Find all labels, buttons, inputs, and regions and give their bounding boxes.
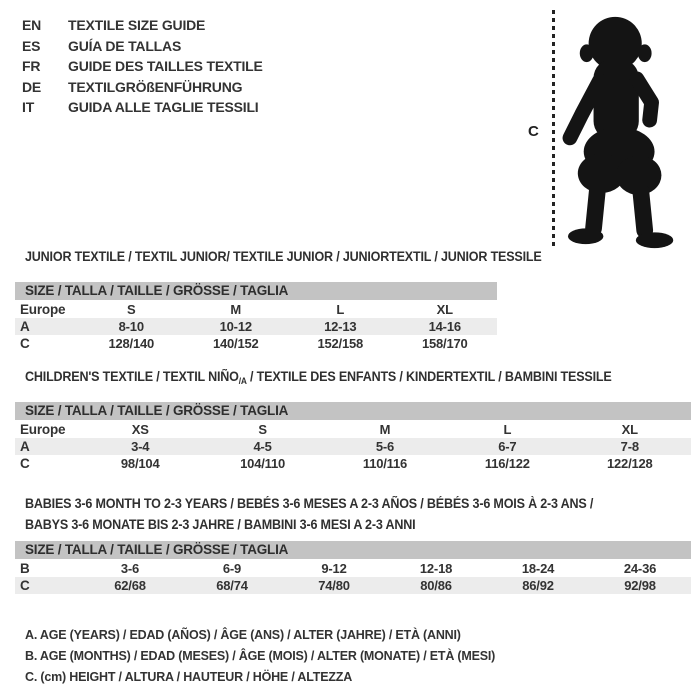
age-cell: 10-12	[219, 319, 252, 334]
table-row-months	[15, 560, 691, 577]
size-cell: XL	[621, 422, 638, 437]
babies-title-line2: BABYS 3-6 MONATE BIS 2-3 JAHRE / BAMBINI 3-6 MESI A 2-3 ANNI	[25, 517, 416, 532]
age-cell: 7-8	[620, 439, 639, 454]
row-label: C	[20, 578, 30, 593]
months-cell: 18-24	[521, 561, 555, 576]
size-cell: L	[336, 302, 345, 317]
language-row-de	[22, 77, 263, 98]
babies-title-line1: BABIES 3-6 MONTH TO 2-3 YEARS / BEBÉS 3-6 MESES A 2-3 AÑOS / BÉBÉS 3-6 MOIS À 2-3 ANS /	[25, 496, 594, 511]
size-cell: L	[503, 422, 512, 437]
height-cell: 140/152	[212, 336, 259, 351]
size-cell: M	[379, 422, 391, 437]
table-row-height	[15, 455, 691, 472]
height-cell: 62/68	[114, 578, 146, 593]
size-cell: S	[127, 302, 136, 317]
height-cell: 98/104	[120, 456, 160, 471]
size-header-bar: SIZE / TALLA / TAILLE / GRÖSSE / TAGLIA	[15, 282, 497, 300]
language-code: IT	[22, 99, 35, 116]
age-cell: 6-7	[498, 439, 517, 454]
babies-section-title	[25, 493, 593, 535]
language-label: GUÍA DE TALLAS	[68, 37, 182, 54]
row-label: A	[20, 319, 30, 334]
age-cell: 8-10	[118, 319, 144, 334]
months-cell: 3-6	[120, 561, 140, 576]
table-row-age	[15, 318, 497, 335]
babies-size-table	[15, 541, 691, 594]
height-cell: 86/92	[522, 578, 554, 593]
language-row-fr	[22, 56, 263, 77]
junior-size-table	[15, 282, 497, 352]
height-cell: 110/116	[362, 456, 408, 471]
table-row-height	[15, 577, 691, 594]
height-cell: 92/98	[624, 578, 656, 593]
size-header-bar: SIZE / TALLA / TAILLE / GRÖSSE / TAGLIA	[15, 541, 691, 559]
language-code: DE	[22, 78, 42, 95]
children-title-rest: / TEXTILE DES ENFANTS / KINDERTEXTIL / BAMBINI TESSILE	[246, 369, 612, 384]
row-label: Europe	[20, 422, 66, 437]
row-label: B	[20, 561, 30, 576]
language-code: FR	[22, 58, 41, 75]
table-row-europe	[15, 301, 497, 318]
language-list	[22, 15, 263, 118]
children-title-subscript: /A	[238, 376, 247, 386]
footnote-c: C. (cm) HEIGHT / ALTURA / HAUTEUR / HÖHE / ALTEZZA	[25, 669, 353, 684]
table-row-height	[15, 335, 497, 352]
height-cell: 152/158	[317, 336, 364, 351]
height-cell: 116/122	[484, 456, 530, 471]
row-label: C	[20, 456, 30, 471]
language-row-it	[22, 97, 263, 118]
children-size-table	[15, 402, 691, 472]
children-title-main: CHILDREN'S TEXTILE / TEXTIL NIÑO	[25, 369, 239, 384]
height-measure-line	[552, 10, 555, 248]
height-cell: 74/80	[318, 578, 350, 593]
children-section-title	[25, 369, 612, 386]
size-cell: M	[230, 302, 242, 317]
language-code: ES	[22, 37, 41, 54]
height-cell: 104/110	[240, 456, 286, 471]
height-cell: 158/170	[421, 336, 468, 351]
language-label: TEXTILGRÖßENFÜHRUNG	[68, 78, 243, 95]
age-cell: 14-16	[428, 319, 461, 334]
age-cell: 5-6	[375, 439, 395, 454]
row-label: A	[20, 439, 30, 454]
months-cell: 6-9	[222, 561, 242, 576]
language-row-es	[22, 36, 263, 57]
language-label: TEXTILE SIZE GUIDE	[68, 17, 206, 33]
size-cell: XL	[436, 302, 453, 317]
size-cell: XS	[131, 422, 149, 437]
language-code: EN	[22, 17, 42, 33]
table-row-europe	[15, 421, 691, 438]
height-cell: 122/128	[606, 456, 653, 471]
height-cell: 68/74	[216, 578, 248, 593]
size-cell: S	[258, 422, 267, 437]
months-cell: 24-36	[623, 561, 657, 576]
footnote-b: B. AGE (MONTHS) / EDAD (MESES) / ÂGE (MOIS) / ALTER (MONATE) / ETÀ (MESI)	[25, 648, 496, 663]
footnote-legend	[25, 625, 495, 687]
months-cell: 9-12	[321, 561, 347, 576]
table-row-age	[15, 438, 691, 455]
language-label: GUIDA ALLE TAGLIE TESSILI	[68, 99, 259, 116]
toddler-silhouette	[558, 8, 696, 252]
language-label: GUIDE DES TAILLES TEXTILE	[68, 58, 263, 75]
age-cell: 12-13	[324, 319, 357, 334]
row-label: Europe	[20, 302, 66, 317]
age-cell: 4-5	[253, 439, 272, 454]
height-cell: 80/86	[420, 578, 452, 593]
age-cell: 3-4	[131, 439, 150, 454]
junior-section-title: JUNIOR TEXTILE / TEXTIL JUNIOR/ TEXTILE JUNIOR / JUNIORTEXTIL / JUNIOR TESSILE	[25, 249, 542, 264]
footnote-a: A. AGE (YEARS) / EDAD (AÑOS) / ÂGE (ANS) / ALTER (JAHRE) / ETÀ (ANNI)	[25, 628, 461, 642]
height-cell: 128/140	[108, 336, 155, 351]
language-row-en	[22, 15, 263, 36]
measure-c-label: C	[528, 123, 539, 140]
size-header-bar: SIZE / TALLA / TAILLE / GRÖSSE / TAGLIA	[15, 402, 691, 420]
row-label: C	[20, 336, 30, 351]
months-cell: 12-18	[419, 561, 453, 576]
